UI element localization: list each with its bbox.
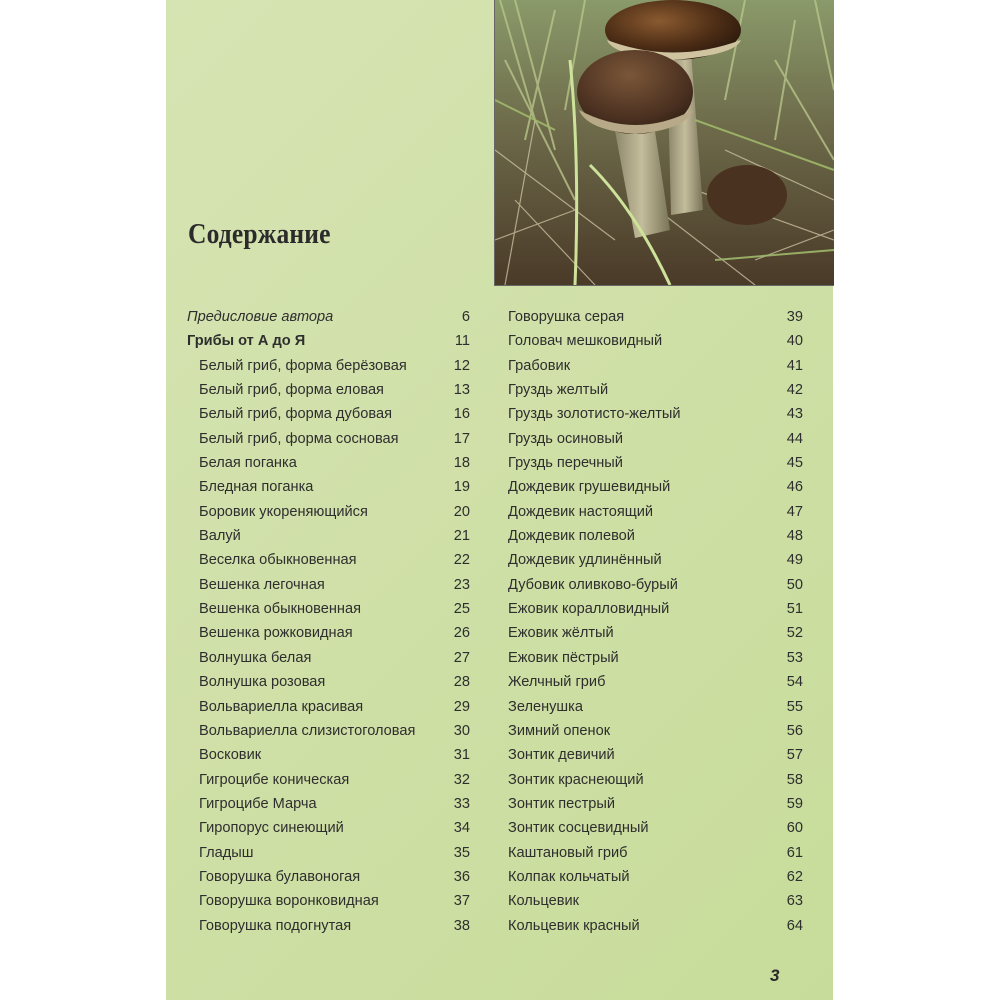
toc-entry (496, 548, 803, 572)
toc-entry (187, 914, 487, 938)
toc-entry (187, 621, 487, 645)
toc-entry-title: Дождевик грушевидный (508, 479, 671, 496)
toc-entry (496, 378, 803, 402)
toc-entry-title: Грабовик (508, 357, 571, 374)
toc-entry-page: 61 (786, 844, 803, 861)
toc-entry (496, 524, 803, 548)
toc-entry-page: 44 (786, 430, 803, 447)
toc-entry-page: 27 (453, 649, 470, 666)
toc-entry-page: 19 (453, 479, 470, 496)
toc-entry-page: 31 (453, 747, 470, 764)
toc-entry-page: 45 (786, 455, 803, 472)
toc-entry (187, 402, 487, 426)
toc-entry (496, 500, 803, 524)
toc-entry (496, 646, 803, 670)
toc-entry (187, 475, 487, 499)
toc-entry-page: 47 (786, 503, 803, 520)
toc-entry-page: 52 (786, 625, 803, 642)
toc-entry-title: Говорушка булавоногая (199, 868, 361, 885)
toc-entry-title: Гигроцибе Марча (199, 795, 317, 812)
toc-entry-title: Боровик укореняющийся (199, 503, 368, 520)
toc-entry-page: 48 (786, 528, 803, 545)
toc-entry-page: 53 (786, 649, 803, 666)
toc-entry-page: 30 (453, 722, 470, 739)
toc-entry (496, 865, 803, 889)
toc-entry (187, 597, 487, 621)
toc-entry (496, 816, 803, 840)
toc-entry-page: 13 (453, 382, 470, 399)
toc-entry-page: 21 (453, 528, 470, 545)
toc-entry (187, 548, 487, 572)
toc-entry-title: Говорушка серая (508, 309, 625, 325)
toc-entry-title: Гигроцибе коническая (199, 771, 350, 788)
toc-entry-title: Зонтик пестрый (508, 795, 616, 812)
toc-entry-page: 46 (786, 479, 803, 496)
toc-entry-page: 62 (786, 868, 803, 885)
toc-entry-title: Белый гриб, форма еловая (199, 382, 384, 399)
toc-entry-page: 58 (786, 771, 803, 788)
toc-entry-title: Дождевик настоящий (508, 503, 654, 520)
toc-entry-title: Дождевик полевой (508, 528, 635, 545)
toc-entry (187, 354, 487, 378)
toc-entry (496, 329, 803, 353)
toc-entry (496, 719, 803, 743)
toc-entry (187, 524, 487, 548)
toc-entry (496, 573, 803, 597)
toc-entry (496, 914, 803, 938)
toc-entry-page: 26 (453, 625, 470, 642)
toc-entry-title: Валуй (199, 528, 241, 545)
toc-entry (496, 743, 803, 767)
toc-entry-page: 38 (453, 917, 470, 934)
contents-right-column (496, 305, 803, 938)
toc-entry (496, 841, 803, 865)
toc-entry (187, 865, 487, 889)
toc-entry-title: Ежовик жёлтый (508, 625, 614, 642)
toc-entry-title: Зеленушка (508, 698, 583, 715)
toc-entry-title: Груздь желтый (508, 382, 609, 399)
toc-entry-title: Белый гриб, форма дубовая (199, 406, 392, 423)
toc-entry-title: Веселка обыкновенная (199, 552, 357, 569)
toc-entry-title: Гиропорус синеющий (199, 820, 344, 837)
toc-entry (187, 329, 487, 353)
toc-entry-title: Зонтик краснеющий (508, 771, 644, 788)
toc-entry-title: Каштановый гриб (508, 844, 628, 861)
toc-entry-title: Гладыш (199, 844, 254, 861)
toc-entry-page: 25 (453, 601, 470, 618)
toc-entry-title: Вешенка легочная (199, 576, 325, 593)
toc-entry-page: 43 (786, 406, 803, 423)
toc-entry-title: Вешенка обыкновенная (199, 601, 361, 618)
toc-entry (496, 402, 803, 426)
toc-entry-title: Белая поганка (199, 455, 297, 472)
toc-entry (496, 597, 803, 621)
toc-entry (187, 427, 487, 451)
toc-entry-page: 39 (786, 309, 803, 325)
contents-heading: Содержание (188, 218, 331, 250)
toc-entry-page: 20 (453, 503, 470, 520)
toc-entry-title: Волнушка розовая (199, 674, 326, 691)
toc-entry (496, 354, 803, 378)
toc-entry-page: 36 (453, 868, 470, 885)
toc-entry-title: Кольцевик красный (508, 917, 640, 934)
toc-entry-page: 49 (786, 552, 803, 569)
toc-entry-title: Колпак кольчатый (508, 868, 630, 885)
toc-entry (496, 621, 803, 645)
toc-entry-title: Зимний опенок (508, 722, 611, 739)
toc-entry-title: Груздь золотисто-желтый (508, 406, 681, 423)
toc-entry-title: Вешенка рожковидная (199, 625, 353, 642)
toc-entry-title: Зонтик девичий (508, 747, 615, 764)
toc-entry-title: Ежовик коралловидный (508, 601, 670, 618)
toc-entry-page: 60 (786, 820, 803, 837)
toc-entry (187, 768, 487, 792)
toc-entry-page: 34 (453, 820, 470, 837)
toc-entry-title: Зонтик сосцевидный (508, 820, 649, 837)
toc-entry-title: Предисловие автора (187, 309, 334, 325)
toc-entry-page: 33 (453, 795, 470, 812)
toc-entry-page: 35 (453, 844, 470, 861)
toc-entry-title: Белый гриб, форма сосновая (199, 430, 399, 447)
toc-entry (187, 743, 487, 767)
toc-entry (496, 475, 803, 499)
toc-entry (496, 792, 803, 816)
toc-entry-page: 50 (786, 576, 803, 593)
toc-entry-title: Грибы от А до Я (187, 333, 306, 350)
toc-entry (496, 768, 803, 792)
toc-entry-page: 32 (453, 771, 470, 788)
toc-entry-page: 42 (786, 382, 803, 399)
toc-entry-page: 64 (786, 917, 803, 934)
toc-entry-page: 51 (786, 601, 803, 618)
toc-entry-page: 54 (786, 674, 803, 691)
toc-entry (187, 378, 487, 402)
toc-entry-title: Дождевик удлинённый (508, 552, 662, 569)
toc-entry-title: Волнушка белая (199, 649, 312, 666)
toc-entry (187, 792, 487, 816)
toc-entry-title: Груздь перечный (508, 455, 623, 472)
toc-entry (496, 305, 803, 329)
toc-entry-title: Кольцевик (508, 893, 580, 910)
toc-entry (496, 451, 803, 475)
toc-entry-page: 40 (786, 333, 803, 350)
toc-entry (496, 889, 803, 913)
toc-entry-page: 18 (453, 455, 470, 472)
toc-entry (187, 889, 487, 913)
toc-entry (187, 670, 487, 694)
toc-entry (496, 427, 803, 451)
toc-entry-page: 12 (453, 357, 470, 374)
toc-entry-title: Восковик (199, 747, 262, 764)
toc-entry-page: 17 (453, 430, 470, 447)
toc-entry-title: Головач мешковидный (508, 333, 663, 350)
toc-entry-page: 63 (786, 893, 803, 910)
toc-entry (187, 841, 487, 865)
toc-entry-page: 41 (786, 357, 803, 374)
toc-entry (187, 695, 487, 719)
toc-entry-title: Белый гриб, форма берёзовая (199, 357, 407, 374)
toc-entry-page: 22 (453, 552, 470, 569)
toc-entry-page: 37 (453, 893, 470, 910)
toc-entry-page: 55 (786, 698, 803, 715)
toc-entry-title: Говорушка подогнутая (199, 917, 352, 934)
toc-entry-page: 16 (453, 406, 470, 423)
toc-entry (496, 695, 803, 719)
toc-entry (187, 305, 487, 329)
mushroom-photo (494, 0, 834, 286)
toc-entry (187, 816, 487, 840)
toc-entry (187, 646, 487, 670)
toc-entry-page: 23 (453, 576, 470, 593)
toc-entry-title: Груздь осиновый (508, 430, 624, 447)
toc-entry-title: Вольвариелла красивая (199, 698, 364, 715)
toc-entry-page: 6 (461, 309, 470, 325)
toc-entry (187, 500, 487, 524)
toc-entry-page: 11 (454, 333, 470, 350)
toc-entry-title: Бледная поганка (199, 479, 314, 496)
toc-entry-title: Дубовик оливково-бурый (508, 576, 678, 593)
toc-entry-title: Говорушка воронковидная (199, 893, 379, 910)
toc-entry-page: 59 (786, 795, 803, 812)
toc-entry (187, 451, 487, 475)
toc-entry-page: 56 (786, 722, 803, 739)
toc-entry-page: 28 (453, 674, 470, 691)
page-number: 3 (770, 966, 780, 985)
contents-left-column (187, 305, 487, 938)
toc-entry (496, 670, 803, 694)
toc-entry-page: 29 (453, 698, 470, 715)
toc-entry-title: Ежовик пёстрый (508, 649, 619, 666)
toc-entry (187, 719, 487, 743)
toc-entry-title: Вольвариелла слизистоголовая (199, 722, 416, 739)
toc-entry-title: Желчный гриб (508, 674, 606, 691)
toc-entry (187, 573, 487, 597)
toc-entry-page: 57 (786, 747, 803, 764)
